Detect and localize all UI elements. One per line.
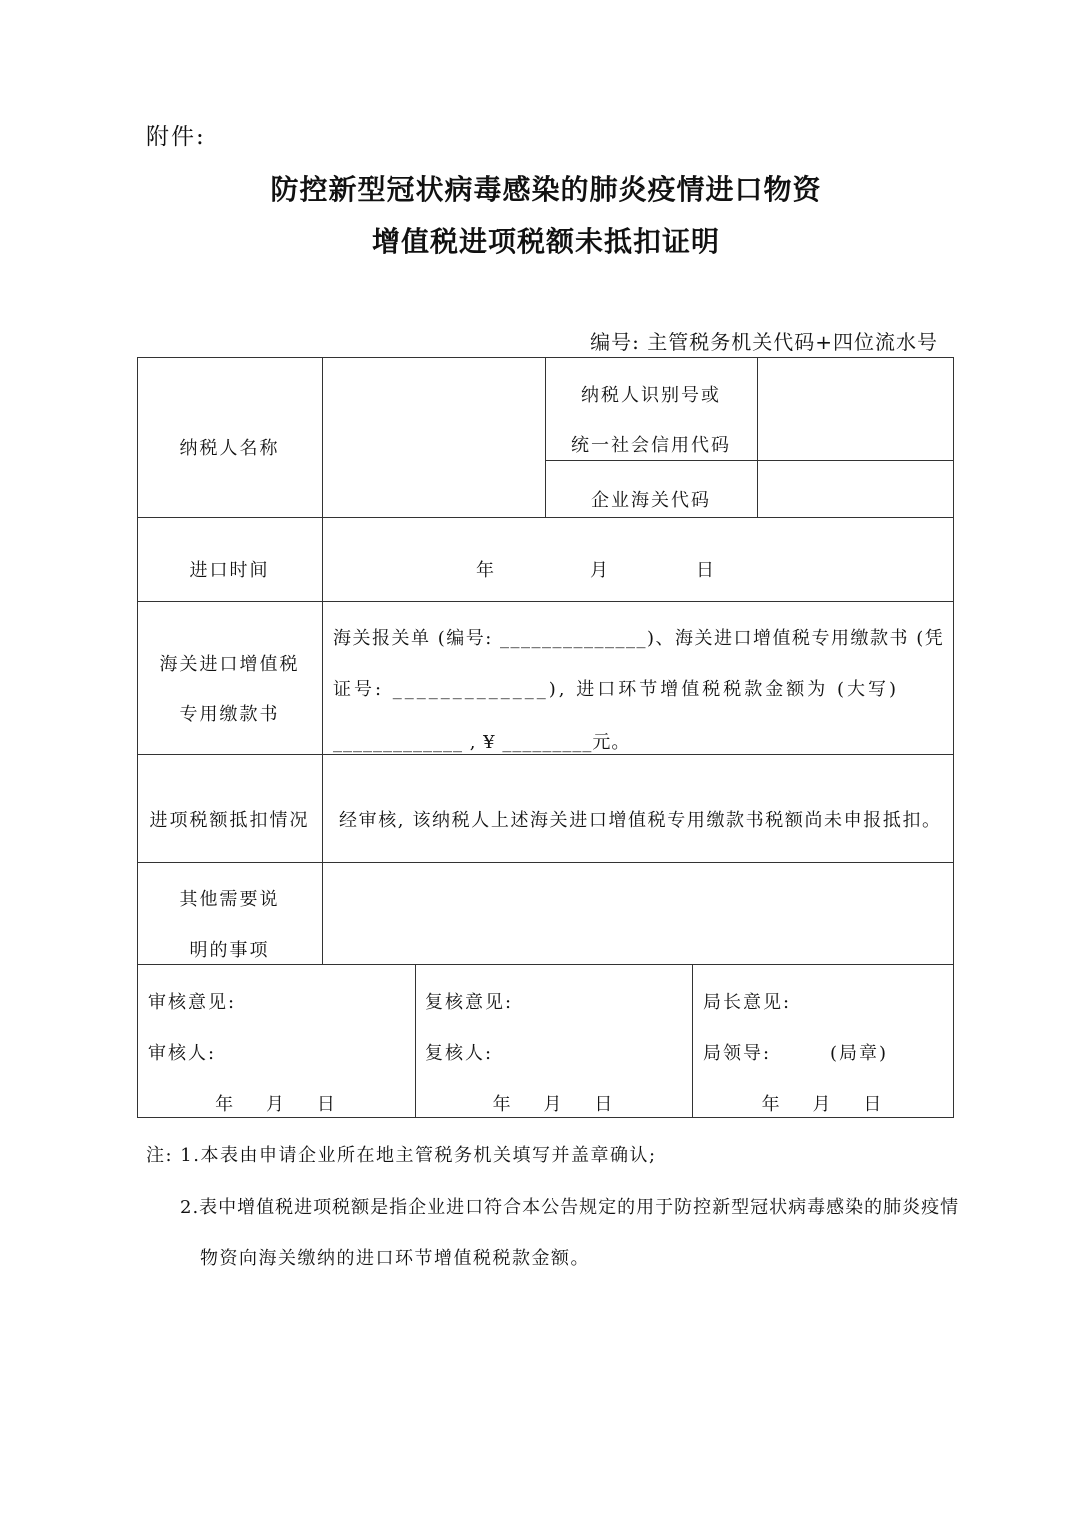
deduction-text: 经审核, 该纳税人上述海关进口增值税专用缴款书税额尚未申报抵扣。 [339,810,942,831]
director-leader-label: 局领导: [703,1043,772,1064]
table-line [953,357,954,1118]
payment-label-line2: 专用缴款书 [179,704,280,725]
import-year-label: 年 [476,560,496,581]
payment-text-line1: 海关报关单 (编号: ______________)、海关进口增值税专用缴款书 (凭 [333,628,945,649]
taxpayer-id-label-line1: 纳税人识别号或 [581,385,721,406]
table-line [757,357,758,518]
table-line [137,754,954,755]
table-line [137,862,954,863]
serial-number-label: 编号: 主管税务机关代码+四位流水号 [590,330,938,354]
payment-text-line2: 证号: _____________), 进口环节增值税税款金额为 (大写) [333,679,900,700]
recheck-opinion-label: 复核意见: [425,992,514,1013]
director-opinion-label: 局长意见: [703,992,792,1013]
other-label-line2: 明的事项 [189,940,270,961]
payment-label-line1: 海关进口增值税 [159,654,300,675]
table-line [137,964,954,965]
import-day-label: 日 [696,560,716,581]
reviewer-label: 审核人: [148,1043,217,1064]
document-title-line1: 防控新型冠状病毒感染的肺炎疫情进口物资 [270,173,822,206]
deduction-label: 进项税额抵扣情况 [149,810,310,831]
taxpayer-name-label: 纳税人名称 [179,438,280,459]
other-label-line1: 其他需要说 [179,889,280,910]
import-month-label: 月 [590,560,610,581]
document-title-line2: 增值税进项税额未抵扣证明 [371,225,720,258]
bureau-seal-label: (局章) [830,1043,889,1064]
note-2-line2: 物资向海关缴纳的进口环节增值税税款金额。 [200,1248,590,1269]
payment-text-line3: _____________ , ¥ _________元。 [333,732,631,753]
customs-code-label: 企业海关代码 [591,490,711,511]
table-line [137,601,954,602]
table-line [137,1117,954,1118]
recheck-date-label: 年 月 日 [492,1094,615,1115]
table-line [137,357,138,1118]
attachment-label: 附件: [146,124,206,150]
note-2-line1: 2.表中增值税进项税额是指企业进口符合本公告规定的用于防控新型冠状病毒感染的肺炎疫情 [180,1197,960,1218]
rechecker-label: 复核人: [425,1043,494,1064]
review-opinion-label: 审核意见: [148,992,237,1013]
import-time-label: 进口时间 [189,560,270,581]
review-date-label: 年 月 日 [215,1094,337,1115]
table-line [322,357,323,965]
note-1: 注: 1.本表由申请企业所在地主管税务机关填写并盖章确认; [146,1145,657,1166]
table-line [545,460,954,461]
director-date-label: 年 月 日 [761,1094,884,1115]
taxpayer-id-label-line2: 统一社会信用代码 [571,435,731,456]
